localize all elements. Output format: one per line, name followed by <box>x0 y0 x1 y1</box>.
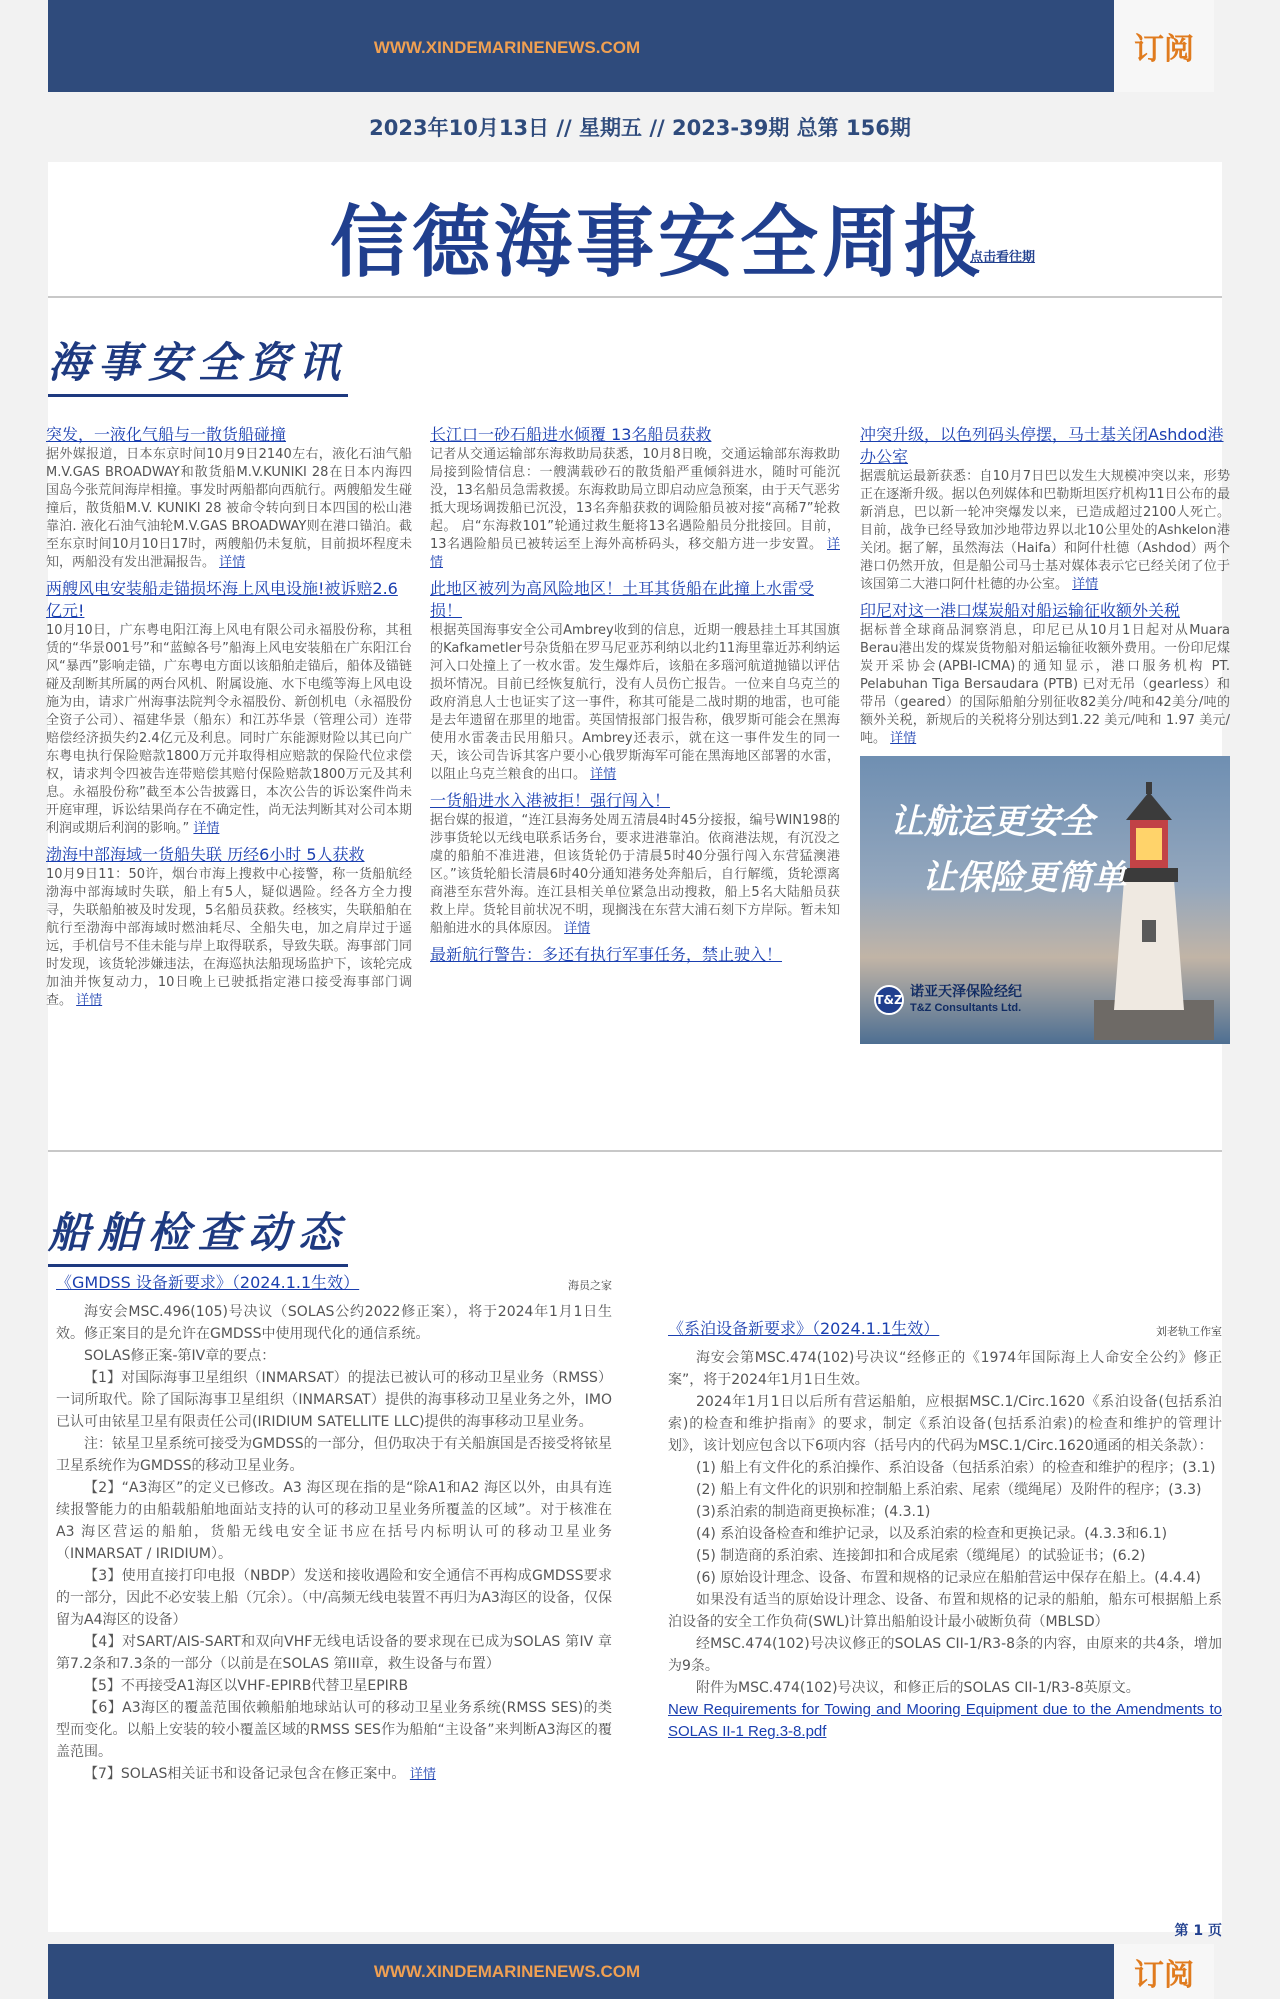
article-header <box>56 1270 612 1293</box>
news-article <box>430 578 840 784</box>
masthead-title: 信德海事安全周报 <box>330 197 987 288</box>
site-url-link[interactable]: WWW.XINDEMARINENEWS.COM <box>373 1962 641 1981</box>
details-link[interactable]: 详情 <box>1072 577 1099 592</box>
details-link[interactable]: 详情 <box>890 731 917 746</box>
news-column-2 <box>430 424 840 972</box>
details-link[interactable]: 详情 <box>219 555 246 570</box>
section-title-news <box>48 330 348 397</box>
section-underline <box>48 1264 348 1267</box>
mooring-body: 海安会第MSC.474(102)号决议“经修正的《1974年国际海上人命安全公约》修正案”，将于2024年1月1日生效。 2024年1月1日以后所有营运船舶，应根据MSC.1/Circ.1620《系泊设备(包括系泊索)的检查和维护指南》的要求，制定《系泊设备(包括系泊索)的检查和维护的管理计划》，该计划应包含以下6项内容（括号内的代码为MSC.1/Circ.1620通函的相关条款）： (1) 船上有文件化的系泊操作、系泊设备（包括系泊索）的检查和维护的程序；(3.1) (2) 船上有文件化的识别和控制船上系泊索、尾索（缆绳尾）及附件的程序；(3.3) (3)系泊索的制造商更换标准；(4.3.1) (4) 系泊设备检查和维护记录，以及系泊索的检查和更换记录。(4.3.3和6.1) (5) 制造商的系泊索、连接卸扣和合成尾索（缆绳尾）的试验证书；(6.2) (6) 原始设计理念、设备、布置和规格的记录应在船舶营运中保存在船上。(4.4.4) 如果没有适当的原始设计理念、设备、布置和规格的记录的船舶，船东可根据船上系泊设备的安全工作负荷(SWL)计算出船舶设计最小破断负荷（MBLSD） 经MSC.474(102)号决议修正的SOLAS CII-1/R3-8条的内容，由原来的共4条，增加为9条。 附件为MSC.474(102)号决议，和修正后的SOLAS CII-1/R3-8英原文。 New Requirements for Towing and Mooring Equipment due to the Amendments to SOLAS II-1 Reg.3-8.pdf <box>668 1350 1222 1740</box>
subscribe-button[interactable]: 订阅 <box>1114 0 1214 92</box>
details-link[interactable]: 详情 <box>409 1767 436 1782</box>
section-divider <box>48 1150 1222 1152</box>
news-article <box>430 790 840 938</box>
article-title-link[interactable]: 此地区被列为高风险地区！土耳其货船在此撞上水雷受损！ <box>430 579 815 620</box>
ad-slogan-2: 让保险更简单 <box>922 858 1126 898</box>
section-title-ship <box>48 1200 348 1267</box>
article-title-link[interactable]: 长江口一砂石船进水倾覆 13名船员获救 <box>430 425 712 444</box>
article-source: 刘老轨工作室 <box>1156 1325 1222 1338</box>
section-title-news-text: 海事安全资讯 <box>48 338 349 387</box>
news-article <box>860 424 1230 594</box>
news-article <box>46 578 412 838</box>
section-title-ship-text: 船舶检查动态 <box>48 1208 349 1257</box>
ad-brand <box>874 984 1022 1016</box>
lighthouse-icon <box>1084 770 1214 1040</box>
article-body: 根据英国海事安全公司Ambrey收到的信息，近期一艘悬挂土耳其国旗的Kafkametler号杂货船在罗马尼亚苏利纳以北约11海里靠近苏利纳运河入口处撞上了一枚水雷。发生爆炸后，该船在多瑙河航道抛锚以评估损坏情况。目前已经恢复航行，没有人员伤亡报告。一位来自乌克兰的政府消息人士也证实了这一事件，称其可能是二战时期的地雷，也可能是去年遗留在那里的地雷。英国情报部门报告称，俄罗斯可能会在黑海使用水雷袭击民用船只。Ambrey还表示，就在这一事件发生的同一天，该公司告诉其客户要小心俄罗斯海军可能在黑海地区部署的水雷，以阻止乌克兰粮食的出口。 详情 <box>430 623 840 782</box>
details-link[interactable]: 详情 <box>564 921 591 936</box>
article-title-link[interactable]: 最新航行警告：多还有执行军事任务，禁止驶入！ <box>430 945 783 964</box>
article-body: 记者从交通运输部东海救助局获悉，10月8日晚，交通运输部东海救助局接到险情信息：一艘满载砂石的散货船严重倾斜进水，随时可能沉没，13名船员急需救援。东海救助局立即启动应急预案，由于天气恶劣抵大现场调拨船已沉没，13名奔船获救的调险船员被对接“高稀7”轮救起。 启“东海救101”轮通过救生艇将13名遇险船员分批接回。目前，13名遇险船员已被转运至上海外高桥码头，移交船方进一步安置。 详情 <box>430 447 840 570</box>
article-source: 海员之家 <box>568 1279 612 1292</box>
site-url-link[interactable]: WWW.XINDEMARINENEWS.COM <box>373 38 641 57</box>
issue-dateline: 2023年10月13日 // 星期五 // 2023-39期 总第 156期 <box>369 116 911 140</box>
company-logo-icon: T&Z <box>874 985 904 1015</box>
news-column-3 <box>860 424 1230 1044</box>
details-link[interactable]: 详情 <box>430 537 840 570</box>
bottom-banner <box>48 1944 1214 1999</box>
gmdss-body: 海安会MSC.496(105)号决议（SOLAS公约2022修正案），将于2024年1月1日生效。修正案目的是允许在GMDSS中使用现代化的通信系统。 SOLAS修正案-第IV章的要点： 【1】对国际海事卫星组织（INMARSAT）的提法已被认可的移动卫星业务（RMSS）一词所取代。除了国际海事卫星组织（INMARSAT）提供的海事移动卫星业务之外，IMO已认可由铱星卫星有限责任公司(IRIDIUM SATELLITE LLC)提供的海事移动卫星业务。 注：铱星卫星系统可接受为GMDSS的一部分，但仍取决于有关船旗国是否接受将铱星卫星系统作为GMDSS的移动卫星业务。 【2】“A3海区”的定义已修改。A3 海区现在指的是“除A1和A2 海区以外，由具有连续报警能力的由船载船舶地面站支持的认可的移动卫星业务所覆盖的区域”。对于核准在A3 海区营运的船舶，货船无线电安全证书应在括号内标明认可的移动卫星业务（INMARSAT / IRIDIUM）。 【3】使用直接打印电报（NBDP）发送和接收遇险和安全通信不再构成GMDSS要求的一部分，因此不必安装上船（冗余）。（中/高频无线电装置不再归为A3海区的设备，仅保留为A4海区的设备） 【4】对SART/AIS-SART和双向VHF无线电话设备的要求现在已成为SOLAS 第IV 章第7.2条和7.3条的一部分（以前是在SOLAS 第III章，救生设备与布置） 【5】不再接受A1海区以VHF-EPIRB代替卫星EPIRB 【6】A3海区的覆盖范围依赖船舶地球站认可的移动卫星业务系统(RMSS SES)的类型而变化。以船上安装的较小覆盖区域的RMSS SES作为船舶“主设备”来判断A3海区的覆盖范围。 【7】SOLAS相关证书和设备记录包含在修正案中。 详情 <box>56 1304 612 1782</box>
news-article <box>430 424 840 572</box>
article-title-link[interactable]: 一货船进水入港被拒！强行闯入！ <box>430 791 671 810</box>
article-body: 10月10日，广东粤电阳江海上风电有限公司永福股份称，其租赁的“华景001号”和“蓝鲸各号”船海上风电安装船在广东阳江台风“暴西”影响走锚，广东粤电方面以该船舶走锚后，船体及锚链碰及刮断其所属的两台风机、附属设施、水下电缆等海上风电设施为由，请求广州海事法院判令永福股份、新创机电（永福股份全资子公司）、福建华景（船东）和江苏华景（管理公司）连带赔偿经济损失约2.4亿元及利息。同时广东能源财险以其已向广东粤电执行保险赔款1800万元并取得相应赔款的保险代位求偿权，请求判令四被告连带赔偿其赔付保险赔款1800万元及其利息。永福股份称”截至本公告披露日，本次公告的诉讼案件尚未开庭审理，诉讼结果尚存在不确定性，尚无法判断其对公司本期利润或期后利润的影响。” 详情 <box>46 623 412 836</box>
top-banner <box>48 0 1214 92</box>
ad-slogan-1: 让航运更安全 <box>890 802 1094 842</box>
ad-brand-name: 诺亚天泽保险经纪 T&Z Consultants Ltd. <box>910 984 1022 1014</box>
article-header <box>668 1316 1222 1339</box>
gmdss-article <box>56 1270 612 1786</box>
article-body: 据标普全球商品洞察消息，印尼已从10月1日起对从Muara Berau港出发的煤炭货物船对船运输征收额外费用。一份印尼煤炭开采协会(APBI-ICMA)的通知显示，港口服务机构 PT. Pelabuhan Tiga Bersaudara (PTB) 已对无吊（gearless）和带吊（geared）的国际船舶分别征收82美分/吨和42美分/吨的额外关税，新规后的关税将分别达到1.22 美元/吨和 1.97 美元/吨。 详情 <box>860 623 1230 746</box>
article-title-link[interactable]: 两艘风电安装船走锚损坏海上风电设施!被诉赔2.6亿元! <box>46 579 398 620</box>
article-title-link[interactable]: 印尼对这一港口煤炭船对船运输征收额外关税 <box>860 601 1181 620</box>
details-link[interactable]: 详情 <box>76 993 103 1008</box>
article-body: 10月9日11：50许，烟台市海上搜救中心接警，称一货船航经渤海中部海域时失联，船上有5人，疑似遇险。经各方全力搜寻，失联船舶被及时发现，5名船员获救。经核实，失联船舶在航行至渤海中部海域时燃油耗尽、全船失电，加之肩岸过于遥远，手机信号不佳未能与岸上取得联系，导致失联。海事部门同时发现，该货轮涉嫌违法，在海巡执法船现场监护下，该轮完成加油并恢复动力，10日晚上已驶抵指定港口接受海事部门调查。 详情 <box>46 867 412 1008</box>
mooring-article <box>668 1316 1222 1743</box>
news-article <box>46 844 412 1010</box>
news-column-1 <box>46 424 412 1016</box>
news-article <box>46 424 412 572</box>
section-underline <box>48 394 348 397</box>
attachment-pdf-link[interactable]: New Requirements for Towing and Mooring Equipment due to the Amendments to SOLAS II-1 Reg.3-8.pdf <box>668 1701 1222 1740</box>
mooring-title-link[interactable]: 《系泊设备新要求》（2024.1.1生效） <box>668 1319 940 1338</box>
masthead-divider <box>48 296 1222 298</box>
details-link[interactable]: 详情 <box>193 821 220 836</box>
details-link[interactable]: 详情 <box>590 767 617 782</box>
past-issues-link[interactable]: 点击看往期 <box>970 250 1036 265</box>
article-body: 据外媒报道，日本东京时间10月9日2140左右，液化石油气船M.V.GAS BROADWAY和散货船M.V.KUNIKI 28在日本内海四国岛今张荒间海岸相撞。事发时两船都向西航行。两艘船发生碰撞后，散货船M.V. KUNIKI 28 被命令转向到日本四国的松山港靠泊. 液化石油气油轮M.V.GAS BROADWAY则在港口锚泊。截至东京时间10月10日17时，两艘船仍未复航，目前损坏程度未知，两船没有发出泄漏报告。 详情 <box>46 447 412 570</box>
page-number: 第 1 页 <box>1174 1923 1222 1939</box>
article-title-link[interactable]: 冲突升级，以色列码头停摆，马士基关闭Ashdod港办公室 <box>860 425 1224 466</box>
article-body: 据台媒的报道，“连江县海务处周五清晨4时45分接报，编号WIN198的涉事货轮以无线电联系话务台，要求进港靠泊。依商港法规，有沉没之虞的船舶不准进港，但该货轮仍于清晨5时40分强行闯入东营猛澳港区。”该货轮船长清晨6时40分通知港务处奔船后，自行解缆，货轮漂离商港至东营外海。连江县相关单位紧急出动搜救，船上5名大陆船员获救上岸。货轮目前状况不明，现搁浅在东营大浦石刻下方岸际。暂未知船舶进水的具体原因。 详情 <box>430 813 840 936</box>
article-body: 据震航运最新获悉：自10月7日巴以发生大规模冲突以来，形势正在逐渐升级。据以色列媒体和巴勒斯坦医疗机构11日公布的最新消息，巴以新一轮冲突爆发以来，已造成超过2100人死亡。目前，战争已经导致加沙地带边界以北10公里处的Ashkelon港关闭。据了解，虽然海法（Haifa）和阿什杜德（Ashdod）两个港口仍然开放，但是船公司马士基对媒体表示它已经关闭了位于该国第二大港口阿什杜德的办公室。 详情 <box>860 469 1230 592</box>
insurance-ad-banner[interactable] <box>860 756 1230 1044</box>
article-title-link[interactable]: 突发，一液化气船与一散货船碰撞 <box>46 425 287 444</box>
gmdss-title-link[interactable]: 《GMDSS 设备新要求》（2024.1.1生效） <box>56 1273 360 1292</box>
news-article <box>430 944 840 966</box>
subscribe-button[interactable]: 订阅 <box>1114 1944 1214 1999</box>
article-title-link[interactable]: 渤海中部海域一货船失联 历经6小时 5人获救 <box>46 845 365 864</box>
news-article <box>860 600 1230 748</box>
